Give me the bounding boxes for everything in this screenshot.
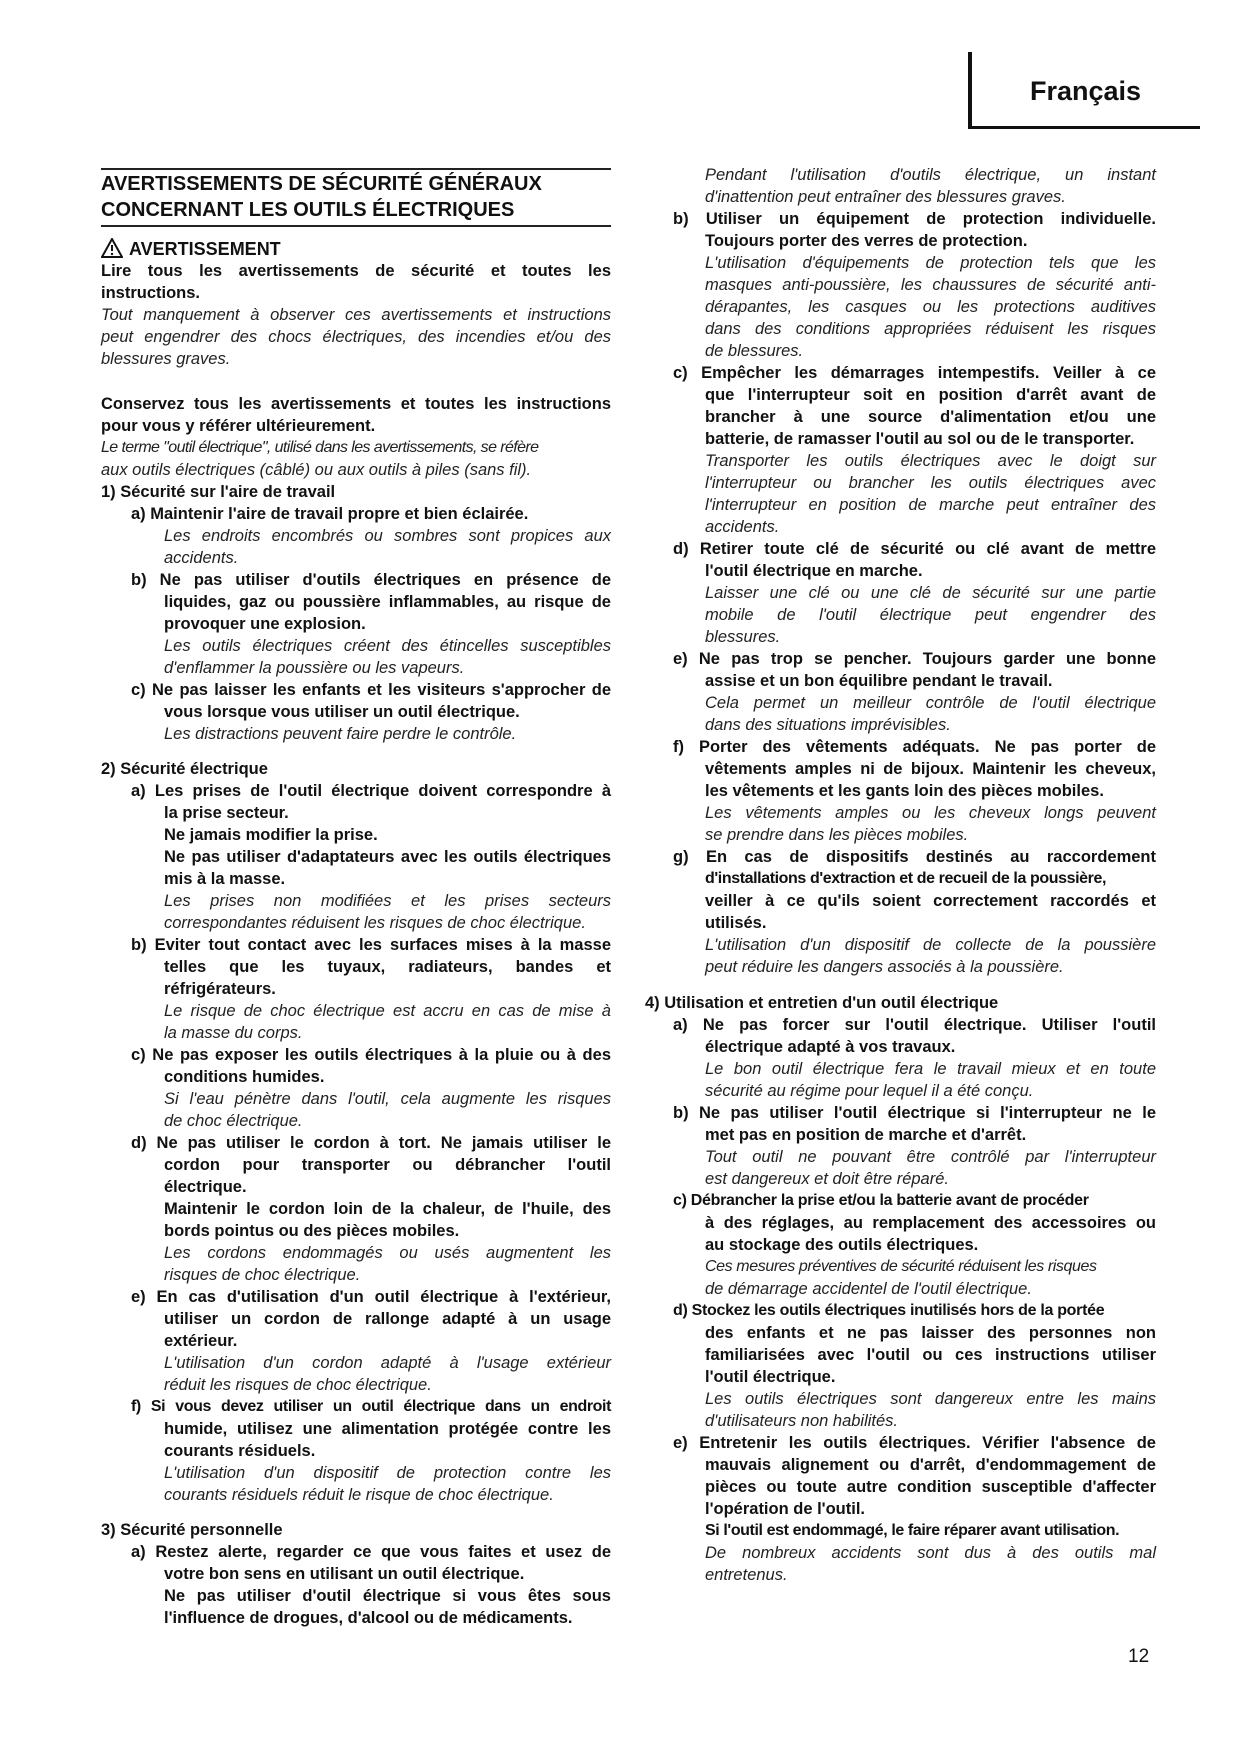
list-item: a) Ne pas forcer sur l'outil électrique. Utiliser l'outil (673, 1016, 1156, 1034)
list-item-note: entretenus. (705, 1566, 788, 1584)
list-item-note: risques de choc électrique. (164, 1266, 361, 1284)
subsection-heading: 1) Sécurité sur l'aire de travail (101, 483, 336, 501)
list-item: a) Maintenir l'aire de travail propre et bien éclairée. (131, 505, 529, 523)
list-item: assise et un bon équilibre pendant le travail. (705, 672, 1053, 690)
list-item: provoquer une explosion. (164, 615, 366, 633)
list-item: batterie, de ramasser l'outil au sol ou de le transporter. (705, 430, 1135, 448)
list-item: conditions humides. (164, 1068, 325, 1086)
list-item-note: Pendant l'utilisation d'outils électrique, un instant (705, 166, 1156, 184)
list-item: Ne pas utiliser d'outil électrique si vous êtes sous (164, 1587, 611, 1605)
list-item-note: Cela permet un meilleur contrôle de l'outil électrique (705, 694, 1156, 712)
list-item: la prise secteur. (164, 804, 289, 822)
list-item: Ne jamais modifier la prise. (164, 826, 378, 844)
list-item-note: De nombreux accidents sont dus à des outils mal (705, 1544, 1156, 1562)
list-item-note: d'utilisateurs non habilités. (705, 1412, 899, 1430)
list-item: e) Entretenir les outils électriques. Vérifier l'absence de (673, 1434, 1156, 1452)
title-bottom-rule (101, 225, 611, 227)
warning-label: AVERTISSEMENT (129, 239, 281, 259)
list-item: c) Empêcher les démarrages intempestifs. Veiller à ce (673, 364, 1156, 382)
list-item: e) Ne pas trop se pencher. Toujours garder une bonne (673, 650, 1156, 668)
list-item-note: correspondantes réduisent les risques de choc électrique. (164, 914, 586, 932)
page-number: 12 (1128, 1646, 1150, 1667)
list-item-note: la masse du corps. (164, 1024, 303, 1042)
list-item: les vêtements et les gants loin des pièces mobiles. (705, 782, 1104, 800)
list-item: f) Porter des vêtements adéquats. Ne pas porter de (673, 738, 1156, 756)
list-item: humide, utilisez une alimentation protégée contre les (164, 1420, 611, 1438)
list-item-note: L'utilisation d'un dispositif de protection contre les (164, 1464, 611, 1482)
list-item: mauvais alignement ou d'arrêt, d'endommagement de (705, 1456, 1156, 1474)
list-item-note: Tout outil ne pouvant être contrôlé par l'interrupteur (705, 1148, 1156, 1166)
list-item-note: sécurité au régime pour lequel il a été conçu. (705, 1082, 1034, 1100)
list-item: b) Eviter tout contact avec les surfaces mises à la masse (131, 936, 611, 954)
list-item: votre bon sens en utilisant un outil électrique. (164, 1565, 525, 1583)
list-item-note: Les distractions peuvent faire perdre le contrôle. (164, 725, 517, 743)
list-item: brancher à une source d'alimentation et/ou une (705, 408, 1156, 426)
list-item: familiarisées avec l'outil ou ces instructions utiliser (705, 1346, 1156, 1364)
list-item: b) Ne pas utiliser d'outils électriques en présence de (131, 571, 611, 589)
list-item-note: dans des conditions appropriées réduisent les risques (705, 320, 1156, 338)
list-item: b) Utiliser un équipement de protection individuelle. (673, 210, 1156, 228)
list-item-note: masques anti-poussière, les chaussures de sécurité anti- (705, 276, 1156, 294)
list-item-note: l'interrupteur en position de marche peut entraîner des (705, 496, 1156, 514)
paragraph-line: Tout manquement à observer ces avertissements et instructions (101, 306, 611, 324)
list-item-note: L'utilisation d'équipements de protection tels que les (705, 254, 1156, 272)
list-item-note: peut réduire les dangers associés à la poussière. (705, 958, 1064, 976)
list-item-note: d'enflammer la poussière ou les vapeurs. (164, 659, 465, 677)
list-item: liquides, gaz ou poussière inflammables, au risque de (164, 593, 611, 611)
list-item: courants résiduels. (164, 1442, 316, 1460)
language-label: Français (1030, 76, 1142, 106)
list-item: c) Débrancher la prise et/ou la batterie avant de procéder (673, 1192, 1089, 1209)
list-item-note: l'interrupteur ou brancher les outils électriques avec (705, 474, 1156, 492)
paragraph-line: aux outils électriques (câblé) ou aux outils à piles (sans fil). (101, 461, 532, 479)
list-item: extérieur. (164, 1332, 238, 1350)
list-item: d) Ne pas utiliser le cordon à tort. Ne jamais utiliser le (131, 1134, 611, 1152)
paragraph-line: Lire tous les avertissements de sécurité et toutes les (101, 262, 611, 280)
list-item: des enfants et ne pas laisser des personnes non (705, 1324, 1156, 1342)
list-item-note: Les prises non modifiées et les prises secteurs (164, 892, 611, 910)
list-item: a) Les prises de l'outil électrique doivent correspondre à (131, 782, 611, 800)
list-item-note: se prendre dans les pièces mobiles. (705, 826, 969, 844)
list-item-note: accidents. (164, 549, 239, 567)
list-item: à des réglages, au remplacement des accessoires ou (705, 1214, 1156, 1232)
section-title: AVERTISSEMENTS DE SÉCURITÉ GÉNÉRAUX (101, 173, 542, 195)
list-item-note: Le risque de choc électrique est accru en cas de mise à (164, 1002, 611, 1020)
list-item-note: mobile de l'outil électrique peut engendrer des (705, 606, 1156, 624)
paragraph-line: Conservez tous les avertissements et toutes les instructions (101, 395, 611, 413)
subsection-heading: 4) Utilisation et entretien d'un outil électrique (645, 994, 999, 1012)
paragraph-line: Le terme "outil électrique", utilisé dans les avertissements, se réfère (101, 439, 539, 456)
list-item: utilisés. (705, 914, 767, 932)
list-item: l'influence de drogues, d'alcool ou de médicaments. (164, 1609, 573, 1627)
header-vertical-rule (968, 52, 972, 126)
list-item: pièces ou toute autre condition susceptible d'affecter (705, 1478, 1156, 1496)
list-item-note: Les endroits encombrés ou sombres sont propices aux (164, 527, 611, 545)
paragraph-line: pour vous y référer ultérieurement. (101, 417, 376, 435)
list-item-note: accidents. (705, 518, 780, 536)
list-item-note: de blessures. (705, 342, 804, 360)
list-item: vous lorsque vous utiliser un outil électrique. (164, 703, 520, 721)
list-item-note: Si l'eau pénètre dans l'outil, cela augmente les risques (164, 1090, 611, 1108)
list-item-note: de démarrage accidentel de l'outil électrique. (705, 1280, 1032, 1298)
list-item: c) Ne pas exposer les outils électriques à la pluie ou à des (131, 1046, 611, 1064)
list-item-note: d'inattention peut entraîner des blessures graves. (705, 188, 1066, 206)
list-item: que l'interrupteur soit en position d'arrêt avant de (705, 386, 1156, 404)
list-item: l'outil électrique en marche. (705, 562, 923, 580)
list-item: mis à la masse. (164, 870, 286, 888)
warning-heading (101, 238, 281, 260)
list-item: Ne pas utiliser d'adaptateurs avec les outils électriques (164, 848, 611, 866)
list-item: Si l'outil est endommagé, le faire réparer avant utilisation. (705, 1522, 1120, 1539)
list-item: Toujours porter des verres de protection. (705, 232, 1028, 250)
paragraph-line: peut engendrer des chocs électriques, des incendies et/ou des (101, 328, 611, 346)
list-item: Maintenir le cordon loin de la chaleur, de l'huile, des (164, 1200, 611, 1218)
header-horizontal-rule (968, 126, 1200, 129)
list-item: utiliser un cordon de rallonge adapté à un usage (164, 1310, 611, 1328)
list-item: au stockage des outils électriques. (705, 1236, 979, 1254)
list-item: l'outil électrique. (705, 1368, 836, 1386)
list-item: bords pointus ou des pièces mobiles. (164, 1222, 460, 1240)
list-item-note: Les vêtements amples ou les cheveux longs peuvent (705, 804, 1156, 822)
list-item-note: Le bon outil électrique fera le travail mieux et en toute (705, 1060, 1156, 1078)
list-item: d) Stockez les outils électriques inutilisés hors de la portée (673, 1302, 1105, 1319)
list-item: réfrigérateurs. (164, 980, 276, 998)
paragraph-line: blessures graves. (101, 350, 231, 368)
title-top-rule (101, 168, 611, 170)
list-item-note: de choc électrique. (164, 1112, 303, 1130)
list-item: veiller à ce qu'ils soient correctement raccordés et (705, 892, 1156, 910)
list-item-note: Les cordons endommagés ou usés augmentent les (164, 1244, 611, 1262)
list-item: électrique adapté à vos travaux. (705, 1038, 956, 1056)
list-item: met pas en position de marche et d'arrêt. (705, 1126, 1027, 1144)
paragraph-line: instructions. (101, 284, 201, 302)
section-title: CONCERNANT LES OUTILS ÉLECTRIQUES (101, 199, 515, 221)
list-item-note: blessures. (705, 628, 781, 646)
list-item: d'installations d'extraction et de recueil de la poussière, (705, 870, 1107, 887)
list-item-note: Les outils électriques créent des étincelles susceptibles (164, 637, 611, 655)
subsection-heading: 3) Sécurité personnelle (101, 1521, 283, 1539)
warning-triangle-icon (101, 238, 123, 258)
list-item-note: L'utilisation d'un cordon adapté à l'usage extérieur (164, 1354, 611, 1372)
list-item-note: Les outils électriques sont dangereux entre les mains (705, 1390, 1156, 1408)
list-item-note: L'utilisation d'un dispositif de collecte de la poussière (705, 936, 1156, 954)
list-item-note: est dangereux et doit être réparé. (705, 1170, 949, 1188)
list-item: d) Retirer toute clé de sécurité ou clé avant de mettre (673, 540, 1156, 558)
list-item: b) Ne pas utiliser l'outil électrique si l'interrupteur ne le (673, 1104, 1156, 1122)
list-item-note: dans des situations imprévisibles. (705, 716, 951, 734)
list-item-note: dérapantes, les casques ou les protections auditives (705, 298, 1156, 316)
list-item: e) En cas d'utilisation d'un outil électrique à l'extérieur, (131, 1288, 611, 1306)
list-item: électrique. (164, 1178, 247, 1196)
list-item: g) En cas de dispositifs destinés au raccordement (673, 848, 1156, 866)
list-item-note: Transporter les outils électriques avec le doigt sur (705, 452, 1156, 470)
list-item: c) Ne pas laisser les enfants et les visiteurs s'approcher de (131, 681, 611, 699)
list-item: a) Restez alerte, regarder ce que vous faites et usez de (131, 1543, 611, 1561)
subsection-heading: 2) Sécurité électrique (101, 760, 268, 778)
list-item-note: Ces mesures préventives de sécurité réduisent les risques (705, 1258, 1097, 1275)
list-item-note: Laisser une clé ou une clé de sécurité sur une partie (705, 584, 1156, 602)
list-item-note: réduit les risques de choc électrique. (164, 1376, 432, 1394)
list-item-note: courants résiduels réduit le risque de choc électrique. (164, 1486, 554, 1504)
list-item: telles que les tuyaux, radiateurs, bandes et (164, 958, 611, 976)
list-item: vêtements amples ni de bijoux. Maintenir les cheveux, (705, 760, 1156, 778)
list-item: l'opération de l'outil. (705, 1500, 866, 1518)
list-item: cordon pour transporter ou débrancher l'outil (164, 1156, 611, 1174)
list-item: f) Si vous devez utiliser un outil électrique dans un endroit (131, 1398, 611, 1415)
